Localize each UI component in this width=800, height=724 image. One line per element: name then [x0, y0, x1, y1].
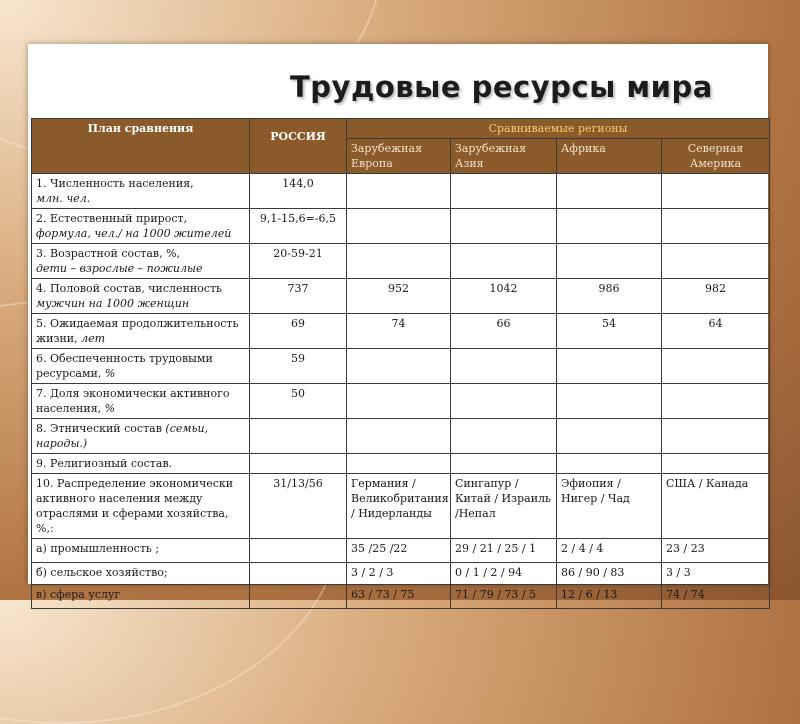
row-label-cell — [32, 585, 250, 609]
header-asia: Зарубежная Азия — [451, 139, 557, 174]
row-note: мужчин на 1000 женщин — [36, 297, 190, 310]
table-row — [32, 209, 770, 244]
table-row — [32, 279, 770, 314]
russia-cell: 20-59-21 — [250, 244, 347, 279]
russia-cell — [250, 419, 347, 454]
namerica-cell: 982 — [662, 279, 770, 314]
row-label: 9. Религиозный состав. — [36, 457, 173, 470]
russia-cell: 69 — [250, 314, 347, 349]
row-label: 8. Этнический состав — [36, 422, 162, 435]
europe-cell: 952 — [347, 279, 451, 314]
europe-cell: Германия / Великобритания / Нидерланды — [347, 474, 451, 539]
table-row — [32, 419, 770, 454]
africa-cell — [557, 384, 662, 419]
table-row — [32, 563, 770, 585]
row-label-cell — [32, 539, 250, 563]
header-plan: План сравнения — [32, 119, 250, 174]
asia-cell: 71 / 79 / 73 / 5 — [451, 585, 557, 609]
table-row — [32, 174, 770, 209]
europe-cell: 74 — [347, 314, 451, 349]
namerica-cell — [662, 174, 770, 209]
namerica-cell — [662, 454, 770, 474]
russia-cell — [250, 539, 347, 563]
row-note: (семьи, народы.) — [36, 422, 209, 450]
namerica-cell — [662, 349, 770, 384]
table-row — [32, 539, 770, 563]
row-note: % — [104, 402, 116, 415]
russia-cell: 737 — [250, 279, 347, 314]
row-note: млн. чел. — [36, 192, 91, 205]
europe-cell — [347, 419, 451, 454]
table-row — [32, 349, 770, 384]
russia-cell: 31/13/56 — [250, 474, 347, 539]
europe-cell: 35 /25 /22 — [347, 539, 451, 563]
row-label-cell — [32, 384, 250, 419]
asia-cell: 66 — [451, 314, 557, 349]
header-africa: Африка — [557, 139, 662, 174]
row-label: а) промышленность ; — [36, 542, 160, 555]
namerica-cell: 23 / 23 — [662, 539, 770, 563]
row-label-cell — [32, 349, 250, 384]
europe-cell — [347, 244, 451, 279]
row-label: 10. Распределение экономически активного населения между отраслями и сферами хозяйства, %,: — [36, 477, 234, 535]
africa-cell: 86 / 90 / 83 — [557, 563, 662, 585]
namerica-cell — [662, 384, 770, 419]
namerica-cell: 74 / 74 — [662, 585, 770, 609]
russia-cell: 59 — [250, 349, 347, 384]
asia-cell: Сингапур / Китай / Израиль /Непал — [451, 474, 557, 539]
row-label: 4. Половой состав, численность — [36, 282, 223, 295]
header-namerica: Северная Америка — [662, 139, 770, 174]
africa-cell — [557, 419, 662, 454]
header-russia: РОССИЯ — [250, 119, 347, 174]
asia-cell — [451, 244, 557, 279]
russia-cell — [250, 454, 347, 474]
russia-cell: 50 — [250, 384, 347, 419]
row-label: 2. Естественный прирост, — [36, 212, 188, 225]
europe-cell: 63 / 73 / 75 — [347, 585, 451, 609]
row-label: 1. Численность населения, — [36, 177, 194, 190]
africa-cell — [557, 209, 662, 244]
row-label: 5. Ожидаемая продолжительность жизни, — [36, 317, 239, 345]
row-label: 3. Возрастной состав, %, — [36, 247, 181, 260]
table-row — [32, 244, 770, 279]
asia-cell — [451, 209, 557, 244]
table-row — [32, 585, 770, 609]
asia-cell: 0 / 1 / 2 / 94 — [451, 563, 557, 585]
row-label-cell — [32, 209, 250, 244]
asia-cell — [451, 454, 557, 474]
asia-cell: 29 / 21 / 25 / 1 — [451, 539, 557, 563]
row-note: лет — [81, 332, 106, 345]
africa-cell: 986 — [557, 279, 662, 314]
africa-cell — [557, 174, 662, 209]
row-label-cell — [32, 474, 250, 539]
russia-cell: 9,1-15,6=-6,5 — [250, 209, 347, 244]
row-label-cell — [32, 279, 250, 314]
europe-cell — [347, 454, 451, 474]
row-label-cell — [32, 419, 250, 454]
europe-cell — [347, 209, 451, 244]
africa-cell: 2 / 4 / 4 — [557, 539, 662, 563]
comparison-table — [31, 118, 770, 609]
asia-cell — [451, 174, 557, 209]
asia-cell — [451, 384, 557, 419]
namerica-cell — [662, 244, 770, 279]
africa-cell: 12 / 6 / 13 — [557, 585, 662, 609]
europe-cell — [347, 174, 451, 209]
header-europe: Зарубежная Европа — [347, 139, 451, 174]
africa-cell — [557, 349, 662, 384]
row-label-cell — [32, 244, 250, 279]
africa-cell: Эфиопия / Нигер / Чад — [557, 474, 662, 539]
asia-cell — [451, 419, 557, 454]
africa-cell — [557, 454, 662, 474]
header-regions: Сравниваемые регионы — [347, 119, 770, 139]
europe-cell — [347, 349, 451, 384]
row-label-cell — [32, 314, 250, 349]
namerica-cell — [662, 209, 770, 244]
namerica-cell: 3 / 3 — [662, 563, 770, 585]
row-note: % — [104, 367, 116, 380]
row-label-cell — [32, 174, 250, 209]
table-row — [32, 454, 770, 474]
table-row — [32, 314, 770, 349]
row-note: формула, чел./ на 1000 жителей — [36, 227, 232, 240]
russia-cell — [250, 563, 347, 585]
russia-cell — [250, 585, 347, 609]
africa-cell: 54 — [557, 314, 662, 349]
namerica-cell — [662, 419, 770, 454]
asia-cell — [451, 349, 557, 384]
row-label-cell — [32, 563, 250, 585]
namerica-cell: 64 — [662, 314, 770, 349]
slide-title: Трудовые ресурсы мира — [290, 70, 713, 104]
row-label: 6. Обеспеченность трудовыми ресурсами, — [36, 352, 213, 380]
header-row — [32, 119, 770, 139]
row-label-cell — [32, 454, 250, 474]
africa-cell — [557, 244, 662, 279]
table-row — [32, 384, 770, 419]
row-label: в) сфера услуг — [36, 588, 121, 601]
europe-cell: 3 / 2 / 3 — [347, 563, 451, 585]
namerica-cell: США / Канада — [662, 474, 770, 539]
row-label: б) сельское хозяйство; — [36, 566, 168, 579]
row-label: 7. Доля экономически активного населения, — [36, 387, 230, 415]
row-note: дети – взрослые – пожилые — [36, 262, 203, 275]
europe-cell — [347, 384, 451, 419]
asia-cell: 1042 — [451, 279, 557, 314]
table-row — [32, 474, 770, 539]
russia-cell: 144,0 — [250, 174, 347, 209]
